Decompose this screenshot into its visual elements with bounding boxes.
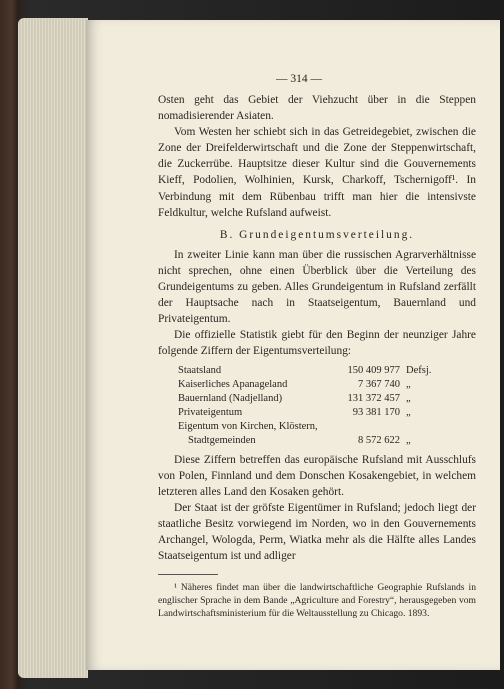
row-value: 93 381 170 (352, 406, 400, 418)
table-row (178, 420, 431, 434)
row-unit: „ (406, 378, 411, 390)
table-row (178, 392, 431, 406)
page-text (158, 92, 476, 620)
paragraph-2: Vom Westen her schiebt sich in das Getreidegebiet, zwischen die Zone der Dreifelderwirtschaft und die Zone der Steppenwirtschaft, die Zuckerrübe. Hauptsitze dieser Kultur sind die Gouvernements Kieff, Podolien, Wolhinien, Kursk, Charkoff, Tschernigoff¹. In Verbindung mit dem Rübenbau trifft man hier die intensivste Feldkultur, welche Rufsland aufweist. (158, 126, 476, 219)
paragraph-5: Diese Ziffern betreffen das europäische Rufsland mit Ausschlufs von Polen, Finnland und dem Donschen Kosakengebiet, in welchem letzteren alles Land den Kosaken gehört. (158, 453, 476, 498)
page-number: — 314 — (276, 73, 322, 85)
row-label: Eigentum von Kirchen, Klöstern, (178, 420, 318, 432)
table-row (178, 434, 431, 448)
book-page (86, 20, 500, 670)
row-value: 8 572 622 (358, 434, 400, 446)
row-unit: „ (406, 392, 411, 404)
row-label: Kaiserliches Apanageland (178, 378, 288, 390)
footnote-rule (158, 574, 218, 575)
table-row (178, 364, 431, 378)
row-value: 7 367 740 (358, 378, 400, 390)
row-unit: „ (406, 434, 411, 446)
row-label: Staatsland (178, 364, 222, 376)
table-row (178, 406, 431, 420)
paragraph-4: Die offizielle Statistik giebt für den Beginn der neunziger Jahre folgende Ziffern der Eigentumsverteilung: (158, 329, 476, 358)
row-value: 131 372 457 (347, 392, 400, 404)
page-edges (18, 18, 88, 678)
row-label: Privateigentum (178, 406, 243, 418)
row-label: Stadtgemeinden (188, 434, 256, 446)
paragraph-1: Osten geht das Gebiet der Viehzucht über in die Steppen nomadisierender Asiaten. (158, 94, 476, 123)
row-value: 150 409 977 (347, 364, 400, 376)
paragraph-3: In zweiter Linie kann man über die russischen Agrarverhältnisse nicht sprechen, ohne einen Überblick über die Verteilung des Grundeigentums zu geben. Alles Grundeigentum in Rufsland zerfällt der Hauptsache nach in Staatseigentum, Bauernland und Privateigentum. (158, 248, 476, 326)
footnote: ¹ Näheres findet man über die landwirtschaftliche Geographie Rufslands in englischer Sprache in dem Bande „Agriculture and Forestry“, herausgegeben vom Landwirtschaftsministerium für die Weltausstellung zu Chicago. 1893. (158, 582, 476, 620)
table-row (178, 378, 431, 392)
paragraph-6: Der Staat ist der gröfste Eigentümer in Rufsland; jedoch liegt der staatliche Besitz vorwiegend im Norden, wo in den Gouvernements Archangel, Wologda, Perm, Wiatka mehr als die Hälfte alles Landes Staatseigentum ist und adliger (158, 501, 476, 563)
row-label: Bauernland (Nadjelland) (178, 392, 283, 404)
row-unit: „ (406, 406, 411, 418)
section-heading: B. Grundeigentumsverteilung. (219, 228, 415, 241)
ownership-table (178, 364, 431, 448)
row-unit: Defsj. (406, 364, 432, 376)
